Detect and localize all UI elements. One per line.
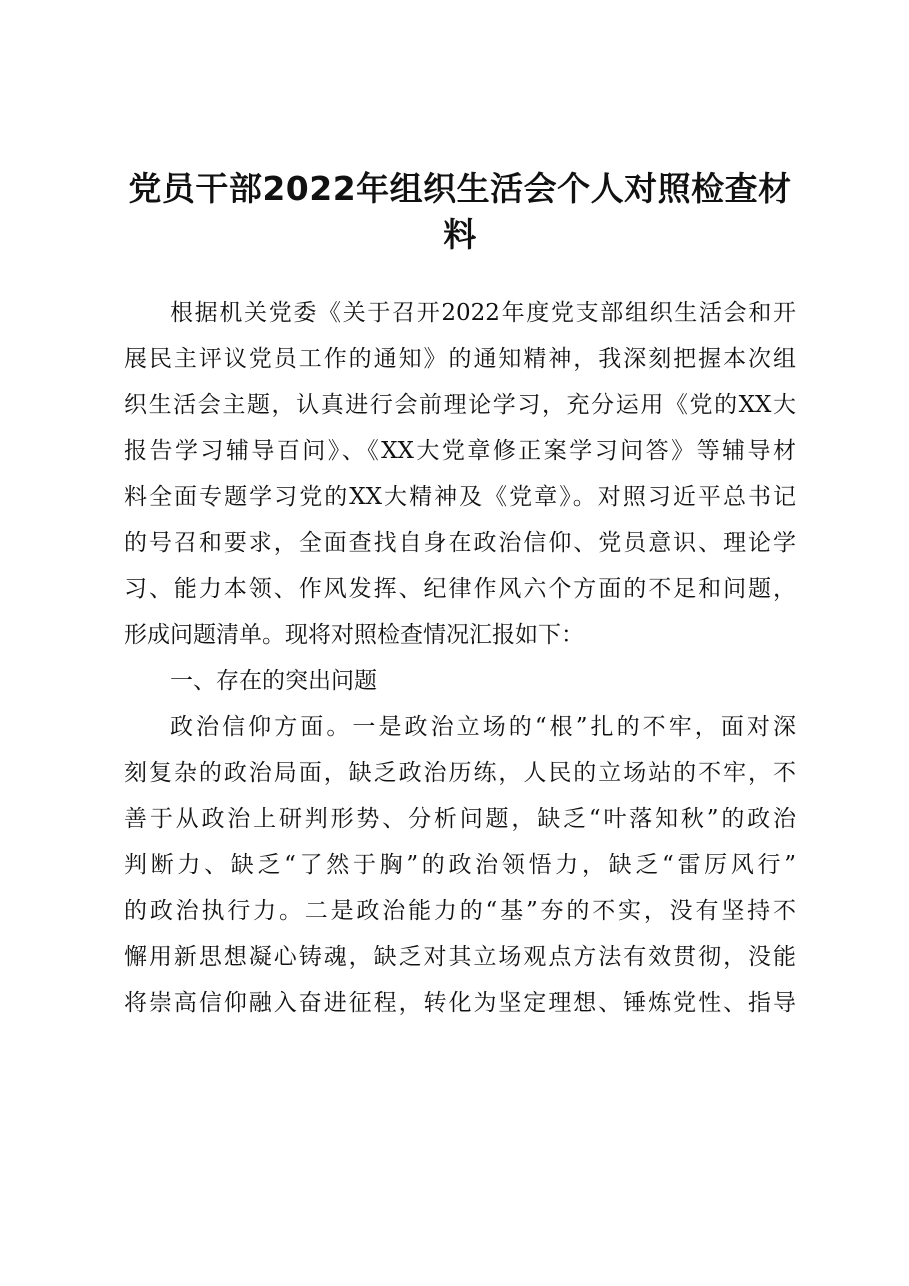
body-line-5: 的政治执行力。二是政治能力的“基”夯的不实，没有坚持不 <box>124 898 796 924</box>
body-line-7: 将崇高信仰融入奋进征程，转化为坚定理想、锤炼党性、指导 <box>124 990 796 1016</box>
intro-line-4: 报告学习辅导百问》、《XX大党章修正案学习问答》等辅导材 <box>124 438 796 464</box>
intro-line-6: 的号召和要求，全面查找自身在政治信仰、党员意识、理论学 <box>124 530 796 556</box>
intro-line-1: 根据机关党委《关于召开2022年度党支部组织生活会和开 <box>170 300 796 326</box>
intro-line-7: 习、能力本领、作风发挥、纪律作风六个方面的不足和问题， <box>124 576 796 602</box>
intro-line-5: 料全面专题学习党的XX大精神及《党章》。对照习近平总书记 <box>124 484 796 510</box>
document-title-line-1: 党员干部2022年组织生活会个人对照检查材 <box>128 169 792 208</box>
document-title-line-2: 料 <box>443 215 477 254</box>
body-line-4: 判断力、缺乏“了然于胸”的政治领悟力，缺乏“雷厉风行” <box>124 852 796 878</box>
intro-line-8: 形成问题清单。现将对照检查情况汇报如下： <box>124 622 584 648</box>
intro-line-3: 织生活会主题，认真进行会前理论学习，充分运用《党的XX大 <box>124 392 796 418</box>
body-line-6: 懈用新思想凝心铸魂，缺乏对其立场观点方法有效贯彻，没能 <box>124 944 796 970</box>
body-line-2: 刻复杂的政治局面，缺乏政治历练，人民的立场站的不牢，不 <box>124 760 796 786</box>
body-line-3: 善于从政治上研判形势、分析问题，缺乏“叶落知秋”的政治 <box>124 806 796 832</box>
body-line-1: 政治信仰方面。一是政治立场的“根”扎的不牢，面对深 <box>170 714 796 740</box>
section-heading: 一、存在的突出问题 <box>170 668 377 694</box>
intro-line-2: 展民主评议党员工作的通知》的通知精神，我深刻把握本次组 <box>124 346 796 372</box>
